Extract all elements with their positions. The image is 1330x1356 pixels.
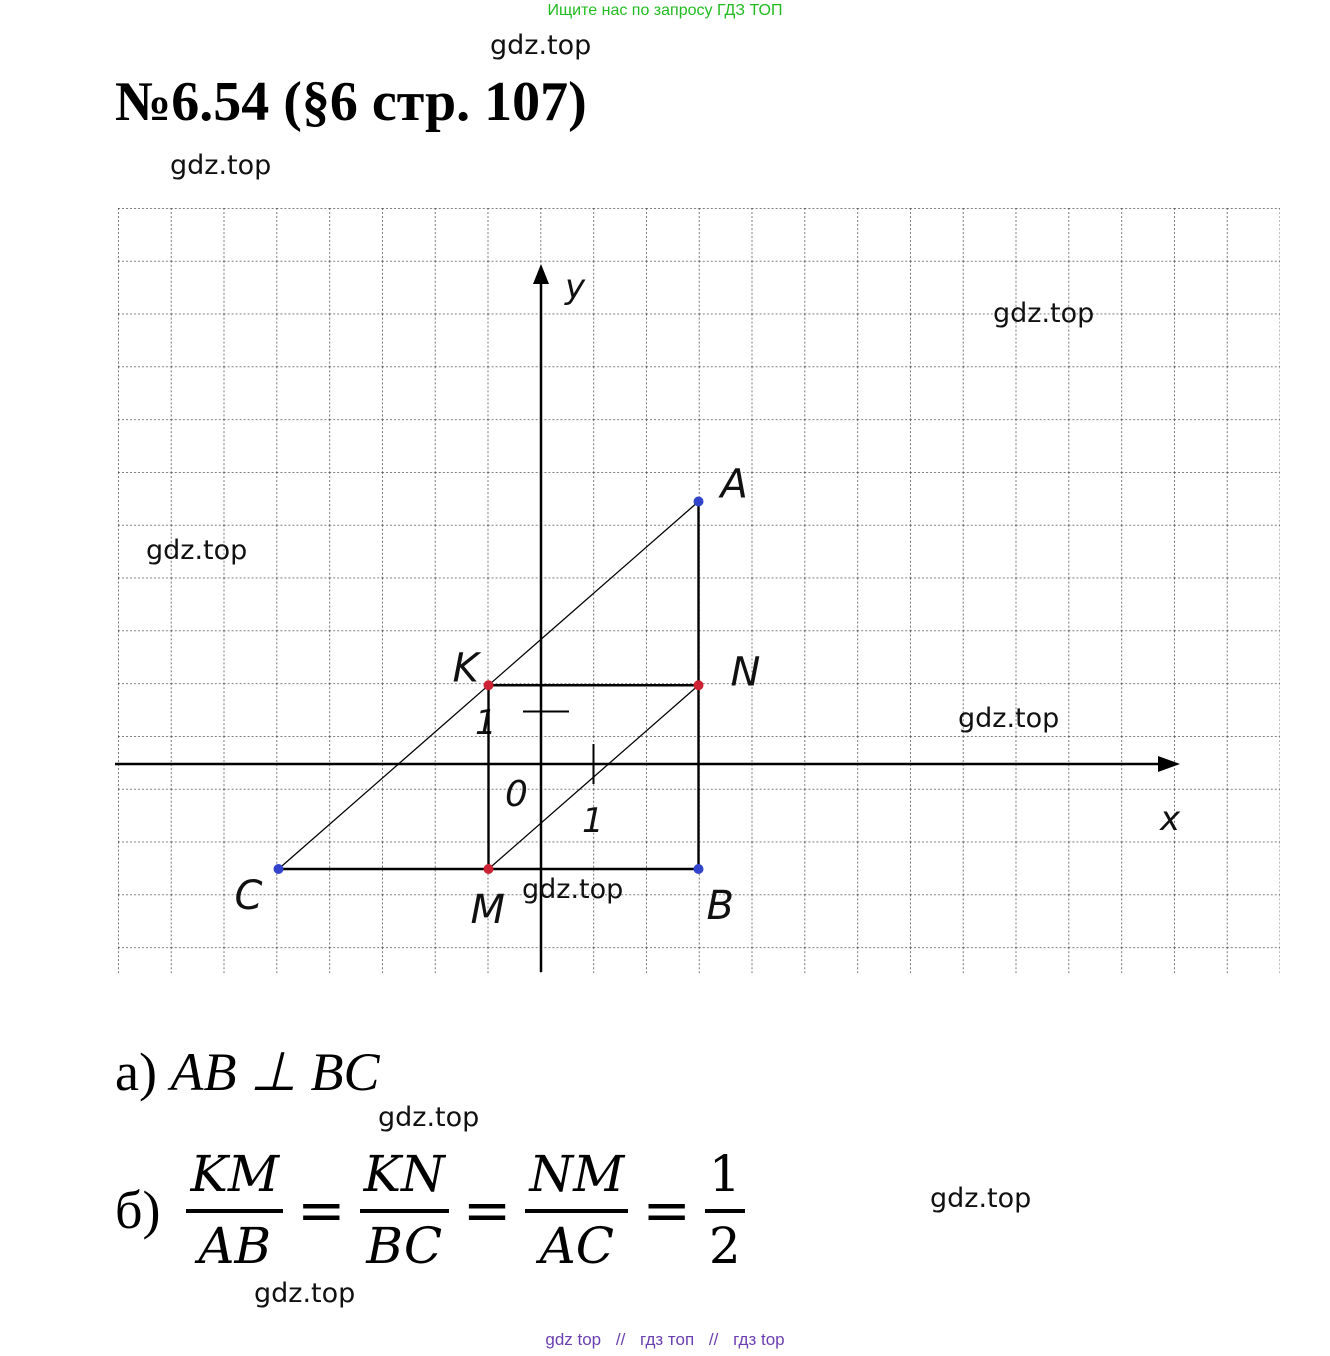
watermark: gdz.top bbox=[254, 1278, 356, 1309]
point-label-n: N bbox=[730, 649, 761, 696]
fraction-numerator: KN bbox=[360, 1145, 449, 1213]
fraction-numerator: KM bbox=[186, 1145, 283, 1213]
footer-link[interactable]: gdz top bbox=[545, 1330, 602, 1349]
point-a bbox=[694, 497, 704, 507]
point-label-k: K bbox=[452, 645, 479, 692]
fraction-nm-ac bbox=[525, 1145, 628, 1275]
footer-link[interactable]: гдз топ bbox=[640, 1330, 695, 1349]
equals-sign: = bbox=[297, 1176, 346, 1244]
fraction-denominator: 2 bbox=[708, 1217, 741, 1275]
watermark: gdz.top bbox=[930, 1183, 1032, 1214]
watermark: gdz.top bbox=[522, 874, 624, 905]
fraction-numerator: NM bbox=[525, 1145, 628, 1213]
answer-b bbox=[115, 1145, 751, 1275]
origin-label: 0 bbox=[505, 774, 528, 815]
point-label-a: A bbox=[720, 461, 748, 508]
watermark: gdz.top bbox=[170, 150, 272, 181]
x-axis-label: x bbox=[1160, 799, 1181, 839]
point-label-c: C bbox=[234, 873, 263, 919]
fraction-one-half bbox=[705, 1145, 745, 1275]
answer-a bbox=[115, 1040, 379, 1103]
fraction-numerator: 1 bbox=[705, 1145, 745, 1213]
footer-separator: // bbox=[708, 1330, 719, 1349]
fraction-denominator: AC bbox=[539, 1217, 615, 1275]
point-label-b: B bbox=[706, 883, 734, 929]
answer-a-prefix: а) bbox=[115, 1042, 157, 1102]
fraction-km-ab bbox=[186, 1145, 283, 1275]
footer-link[interactable]: гдз top bbox=[733, 1330, 785, 1349]
x-unit-label: 1 bbox=[582, 801, 604, 841]
fraction-denominator: BC bbox=[366, 1217, 443, 1275]
answer-b-prefix: б) bbox=[115, 1180, 161, 1240]
watermark: gdz.top bbox=[993, 298, 1095, 329]
point-k bbox=[484, 680, 494, 690]
watermark: gdz.top bbox=[490, 30, 592, 61]
y-unit-label: 1 bbox=[475, 703, 497, 743]
point-n bbox=[694, 680, 704, 690]
watermark: gdz.top bbox=[146, 535, 248, 566]
footer-links bbox=[0, 1330, 1330, 1350]
page-title: №6.54 (§6 стр. 107) bbox=[115, 71, 587, 133]
watermark: gdz.top bbox=[378, 1102, 480, 1133]
footer-separator: // bbox=[615, 1330, 626, 1349]
equals-sign: = bbox=[642, 1176, 691, 1244]
fraction-denominator: AB bbox=[198, 1217, 272, 1275]
point-c bbox=[274, 864, 284, 874]
answer-a-statement: AB ⊥ BC bbox=[170, 1042, 380, 1102]
equals-sign: = bbox=[462, 1176, 512, 1244]
point-b bbox=[694, 864, 704, 874]
point-label-m: M bbox=[470, 887, 506, 933]
search-banner: Ищите нас по запросу ГДЗ ТОП bbox=[547, 2, 783, 19]
watermark: gdz.top bbox=[958, 703, 1060, 734]
point-m bbox=[484, 864, 494, 874]
fraction-kn-bc bbox=[360, 1145, 449, 1275]
y-axis-label: y bbox=[565, 267, 586, 307]
